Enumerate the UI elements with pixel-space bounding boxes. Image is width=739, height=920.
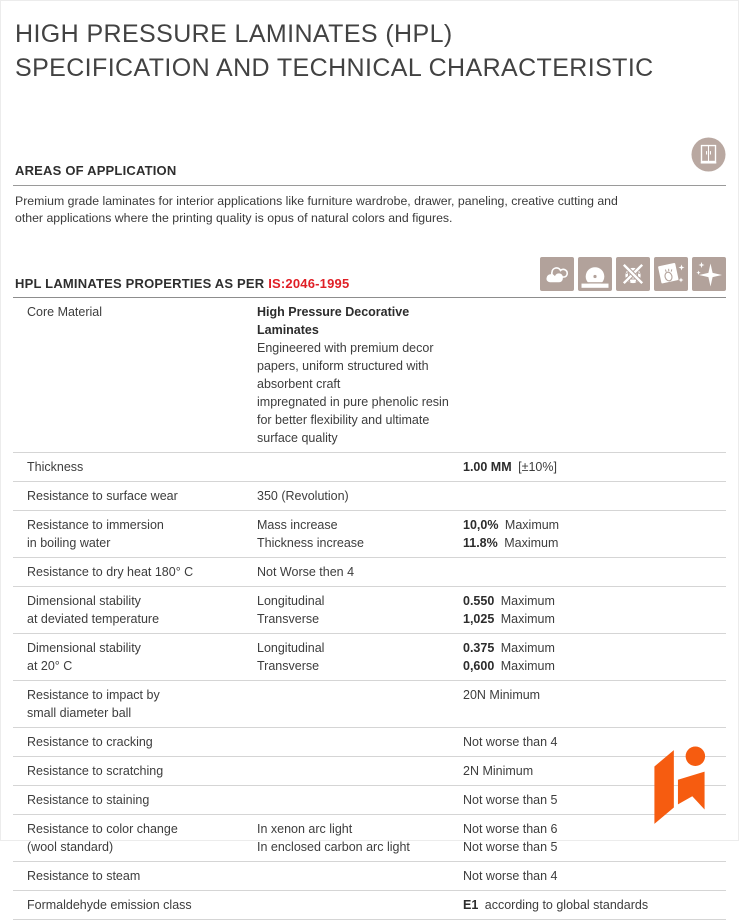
- property-name-cell: [27, 791, 257, 809]
- table-row: [13, 634, 726, 681]
- cell-line: E1 according to global standards: [463, 898, 649, 912]
- cell-line: Transverse: [257, 659, 320, 673]
- condition-cell: [257, 516, 463, 552]
- cell-line: Dimensional stability: [27, 641, 141, 655]
- cell-line: Resistance to staining: [27, 793, 150, 807]
- table-row: [13, 891, 726, 920]
- cell-line: Resistance to steam: [27, 869, 141, 883]
- cell-line: 1,025 Maximum: [463, 612, 555, 626]
- abrasion-disc-icon: [578, 257, 612, 291]
- table-row: [13, 587, 726, 634]
- table-row: [13, 453, 726, 482]
- areas-heading: AREAS OF APPLICATION: [13, 163, 726, 186]
- condition-cell: [257, 639, 463, 675]
- condition-cell: [257, 303, 463, 447]
- cell-line: Resistance to immersion: [27, 518, 164, 532]
- cell-line: 0,600 Maximum: [463, 659, 555, 673]
- cell-line: Not worse than 4: [463, 869, 558, 883]
- cell-line: Resistance to dry heat 180° C: [27, 565, 194, 579]
- cell-line: Not Worse then 4: [257, 565, 355, 579]
- wipe-clean-icon: [654, 257, 688, 291]
- cell-line: Longitudinal: [257, 641, 325, 655]
- property-name-cell: [27, 820, 257, 856]
- cell-line: (wool standard): [27, 840, 114, 854]
- table-row: [13, 558, 726, 587]
- cell-line: Resistance to scratching: [27, 764, 164, 778]
- property-name-cell: [27, 563, 257, 581]
- cell-line: Not worse than 6: [463, 822, 558, 836]
- areas-of-application-section: [13, 163, 726, 227]
- value-cell: [463, 458, 726, 476]
- cell-line: at deviated temperature: [27, 612, 160, 626]
- wardrobe-icon: [691, 137, 726, 172]
- condition-cell: [257, 820, 463, 856]
- property-name-cell: [27, 303, 257, 321]
- cell-line: Longitudinal: [257, 594, 325, 608]
- property-name-cell: [27, 762, 257, 780]
- property-name-cell: [27, 516, 257, 552]
- table-row: [13, 728, 726, 757]
- table-row: [13, 815, 726, 862]
- cell-line: 0.375 Maximum: [463, 641, 555, 655]
- cell-line: Resistance to cracking: [27, 735, 153, 749]
- areas-paragraph: Premium grade laminates for interior applications like furniture wardrobe, drawer, paneling, creative cutting and other applications where the printing quality is opus of natural colors and figures.: [15, 194, 618, 225]
- table-row: [13, 511, 726, 558]
- condition-cell: [257, 487, 463, 505]
- cell-line: High Pressure Decorative Laminates: [257, 305, 410, 337]
- cell-line: 20N Minimum: [463, 688, 541, 702]
- cell-line: Formaldehyde emission class: [27, 898, 192, 912]
- sparkle-icon: [692, 257, 726, 291]
- cell-line: In xenon arc light: [257, 822, 353, 836]
- properties-heading-prefix: HPL LAMINATES PROPERTIES AS PER: [15, 276, 269, 291]
- cell-line: 0.550 Maximum: [463, 594, 555, 608]
- property-name-cell: [27, 592, 257, 628]
- property-name-cell: [27, 686, 257, 722]
- property-name-cell: [27, 896, 257, 914]
- cell-line: Not worse than 5: [463, 840, 558, 854]
- table-row: [13, 757, 726, 786]
- cell-line: 10,0% Maximum: [463, 518, 560, 532]
- cell-line: Transverse: [257, 612, 320, 626]
- brand-k-logo: [651, 745, 709, 831]
- condition-cell: [257, 592, 463, 628]
- cell-line: in boiling water: [27, 536, 111, 550]
- value-cell: [463, 592, 726, 628]
- cell-line: small diameter ball: [27, 706, 132, 720]
- properties-section: [13, 257, 726, 920]
- properties-header: [13, 257, 726, 298]
- property-icon-strip: [540, 257, 726, 291]
- cell-line: Resistance to color change: [27, 822, 178, 836]
- cell-line: 1.00 MM [±10%]: [463, 460, 557, 474]
- cell-line: Dimensional stability: [27, 594, 141, 608]
- cell-line: Resistance to impact by: [27, 688, 160, 702]
- cell-line: Not worse than 4: [463, 735, 558, 749]
- value-cell: [463, 639, 726, 675]
- property-name-cell: [27, 867, 257, 885]
- table-row: [13, 862, 726, 891]
- table-row: [13, 482, 726, 511]
- cell-line: Engineered with premium decor papers, uniform structured with absorbent craft: [257, 341, 434, 391]
- table-row: [13, 298, 726, 453]
- value-cell: [463, 686, 726, 704]
- cell-line: at 20° C: [27, 659, 73, 673]
- page-title: [15, 17, 720, 85]
- cell-line: Thickness: [27, 460, 84, 474]
- value-cell: [463, 896, 726, 914]
- condition-cell: [257, 563, 463, 581]
- cell-line: Not worse than 5: [463, 793, 558, 807]
- cell-line: 2N Minimum: [463, 764, 534, 778]
- property-name-cell: [27, 458, 257, 476]
- value-cell: [463, 516, 726, 552]
- page-title-line2: SPECIFICATION AND TECHNICAL CHARACTERISTIC: [15, 54, 654, 82]
- properties-heading: [13, 276, 349, 291]
- property-name-cell: [27, 487, 257, 505]
- cell-line: impregnated in pure phenolic resin for better flexibility and ultimate surface quality: [257, 395, 449, 445]
- property-name-cell: [27, 733, 257, 751]
- cell-line: 11.8% Maximum: [463, 536, 559, 550]
- clouds-icon: [540, 257, 574, 291]
- table-row: [13, 681, 726, 728]
- cell-line: Resistance to surface wear: [27, 489, 178, 503]
- properties-table: [13, 298, 726, 920]
- cell-line: Thickness increase: [257, 536, 364, 550]
- crossed-wool-icon: [616, 257, 650, 291]
- cell-line: 350 (Revolution): [257, 489, 349, 503]
- is-standard-code: IS:2046-1995: [268, 276, 350, 291]
- cell-line: Core Material: [27, 305, 103, 319]
- cell-line: Mass increase: [257, 518, 338, 532]
- page-title-line1: HIGH PRESSURE LAMINATES (HPL): [15, 20, 453, 48]
- table-row: [13, 786, 726, 815]
- value-cell: [463, 867, 726, 885]
- property-name-cell: [27, 639, 257, 675]
- cell-line: In enclosed carbon arc light: [257, 840, 410, 854]
